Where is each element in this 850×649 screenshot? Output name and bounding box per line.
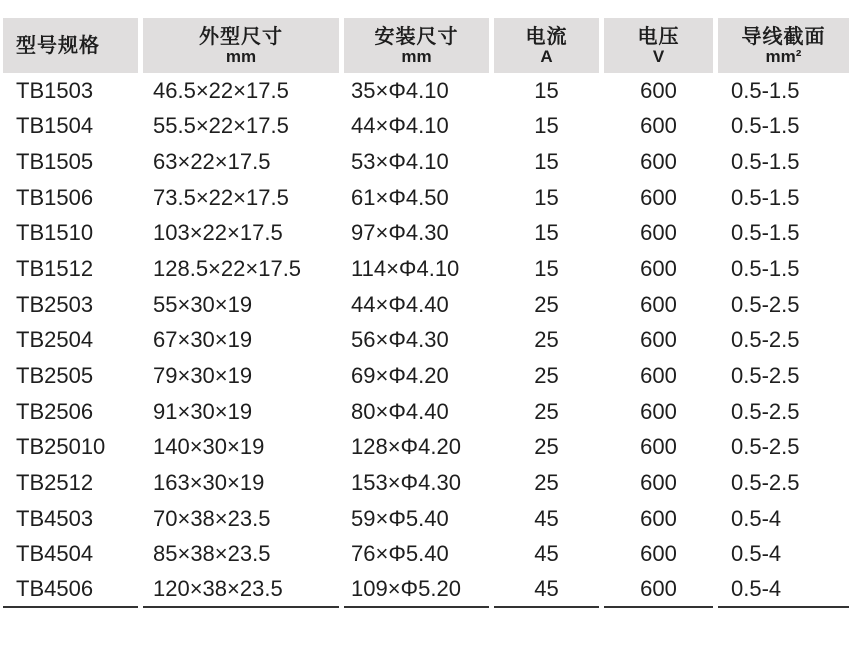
voltage-cell: 600	[640, 362, 677, 388]
header-label: 型号规格	[16, 34, 100, 57]
table-body	[3, 73, 849, 608]
wire-section-cell: 0.5-1.5	[731, 113, 800, 139]
header-label: 安装尺寸	[374, 25, 459, 48]
model-cell: TB1510	[16, 220, 94, 246]
header-unit: A	[540, 46, 553, 66]
current-cell: 15	[534, 149, 559, 175]
outline-size-cell: 91×30×19	[153, 398, 253, 424]
outline-size-cell: 103×22×17.5	[153, 220, 283, 246]
header-label: 电流	[525, 25, 568, 48]
voltage-cell: 600	[640, 291, 677, 317]
model-cell: TB25010	[16, 434, 106, 460]
table-header	[3, 18, 849, 73]
outline-size-cell: 73.5×22×17.5	[153, 184, 289, 210]
current-cell: 25	[534, 434, 559, 460]
header-unit: mm	[225, 46, 257, 66]
outline-size-cell: 67×30×19	[153, 327, 253, 353]
current-cell: 25	[534, 291, 559, 317]
table-row	[3, 251, 849, 287]
voltage-cell: 600	[640, 469, 677, 495]
model-cell: TB2512	[16, 469, 94, 495]
mount-size-cell: 114×Φ4.10	[351, 256, 460, 282]
mount-size-cell: 61×Φ4.50	[351, 184, 449, 210]
spec-table	[3, 18, 849, 608]
model-cell: TB4504	[16, 541, 94, 567]
outline-size-cell: 79×30×19	[153, 362, 253, 388]
model-cell: TB2504	[16, 327, 94, 353]
model-cell: TB1512	[16, 256, 94, 282]
mount-size-cell: 69×Φ4.20	[351, 362, 449, 388]
wire-section-cell: 0.5-1.5	[731, 77, 800, 103]
header-label: 导线截面	[741, 25, 826, 48]
wire-section-cell: 0.5-4	[731, 541, 782, 567]
outline-size-cell: 85×38×23.5	[153, 541, 271, 567]
voltage-cell: 600	[640, 184, 677, 210]
header-label: 电压	[637, 25, 680, 48]
model-cell: TB1503	[16, 77, 94, 103]
model-cell: TB1505	[16, 149, 94, 175]
current-cell: 15	[534, 184, 559, 210]
header-cell-model	[3, 18, 138, 73]
voltage-cell: 600	[640, 434, 677, 460]
header-unit: mm²	[765, 46, 802, 66]
mount-size-cell: 76×Φ5.40	[351, 541, 449, 567]
wire-section-cell: 0.5-4	[718, 572, 849, 608]
model-cell: TB4506	[3, 572, 138, 608]
wire-section-cell: 0.5-2.5	[731, 398, 800, 424]
table-row	[3, 572, 849, 608]
voltage-cell: 600	[640, 256, 677, 282]
header-label: 外型尺寸	[199, 25, 283, 48]
header-cell-wire-section	[718, 18, 849, 73]
model-cell: TB1504	[16, 113, 94, 139]
voltage-cell: 600	[640, 149, 677, 175]
model-cell: TB1506	[16, 184, 94, 210]
outline-size-cell: 55×30×19	[153, 291, 253, 317]
table-row	[3, 501, 849, 537]
mount-size-cell: 53×Φ4.10	[351, 149, 449, 175]
wire-section-cell: 0.5-2.5	[731, 327, 800, 353]
table-row	[3, 109, 849, 145]
outline-size-cell: 128.5×22×17.5	[153, 256, 302, 282]
outline-size-cell: 46.5×22×17.5	[153, 77, 289, 103]
model-cell: TB2505	[16, 362, 94, 388]
table-row	[3, 144, 849, 180]
current-cell: 45	[494, 572, 599, 608]
wire-section-cell: 0.5-2.5	[731, 434, 800, 460]
voltage-cell: 600	[640, 327, 677, 353]
model-cell: TB4503	[16, 505, 94, 531]
outline-size-cell: 163×30×19	[153, 469, 265, 495]
current-cell: 15	[534, 77, 559, 103]
wire-section-cell: 0.5-4	[731, 505, 782, 531]
mount-size-cell: 97×Φ4.30	[351, 220, 449, 246]
model-cell: TB2506	[16, 398, 94, 424]
table-row	[3, 73, 849, 109]
current-cell: 25	[534, 398, 559, 424]
model-cell: TB2503	[16, 291, 94, 317]
table-row	[3, 465, 849, 501]
table-row	[3, 322, 849, 358]
table-row	[3, 429, 849, 465]
outline-size-cell: 55.5×22×17.5	[153, 113, 289, 139]
table-row	[3, 180, 849, 216]
outline-size-cell: 120×38×23.5	[143, 572, 339, 608]
current-cell: 25	[534, 469, 559, 495]
voltage-cell: 600	[640, 220, 677, 246]
current-cell: 15	[534, 113, 559, 139]
current-cell: 25	[534, 362, 559, 388]
mount-size-cell: 44×Φ4.40	[351, 291, 449, 317]
mount-size-cell: 44×Φ4.10	[351, 113, 449, 139]
voltage-cell: 600	[640, 398, 677, 424]
table-row	[3, 394, 849, 430]
header-unit: mm	[401, 46, 432, 66]
wire-section-cell: 0.5-2.5	[731, 469, 800, 495]
wire-section-cell: 0.5-2.5	[731, 291, 800, 317]
outline-size-cell: 70×38×23.5	[153, 505, 271, 531]
current-cell: 15	[534, 220, 559, 246]
table-row	[3, 358, 849, 394]
mount-size-cell: 80×Φ4.40	[351, 398, 449, 424]
header-cell-mount-size	[344, 18, 489, 73]
outline-size-cell: 63×22×17.5	[153, 149, 271, 175]
mount-size-cell: 35×Φ4.10	[351, 77, 449, 103]
voltage-cell: 600	[640, 505, 677, 531]
current-cell: 25	[534, 327, 559, 353]
table-row	[3, 287, 849, 323]
current-cell: 45	[534, 505, 559, 531]
mount-size-cell: 128×Φ4.20	[351, 434, 461, 460]
header-cell-outline-size	[143, 18, 339, 73]
table-row	[3, 216, 849, 252]
mount-size-cell: 59×Φ5.40	[351, 505, 449, 531]
voltage-cell: 600	[640, 541, 677, 567]
wire-section-cell: 0.5-1.5	[731, 184, 800, 210]
voltage-cell: 600	[640, 77, 677, 103]
header-unit: V	[652, 46, 665, 66]
header-cell-current	[494, 18, 599, 73]
wire-section-cell: 0.5-1.5	[731, 149, 800, 175]
wire-section-cell: 0.5-1.5	[731, 256, 800, 282]
voltage-cell: 600	[640, 113, 677, 139]
voltage-cell: 600	[604, 572, 713, 608]
table-row	[3, 536, 849, 572]
outline-size-cell: 140×30×19	[153, 434, 265, 460]
header-cell-voltage	[604, 18, 713, 73]
current-cell: 15	[534, 256, 559, 282]
mount-size-cell: 153×Φ4.30	[351, 469, 461, 495]
wire-section-cell: 0.5-2.5	[731, 362, 800, 388]
mount-size-cell: 109×Φ5.20	[344, 572, 489, 608]
mount-size-cell: 56×Φ4.30	[351, 327, 449, 353]
current-cell: 45	[534, 541, 559, 567]
wire-section-cell: 0.5-1.5	[731, 220, 800, 246]
